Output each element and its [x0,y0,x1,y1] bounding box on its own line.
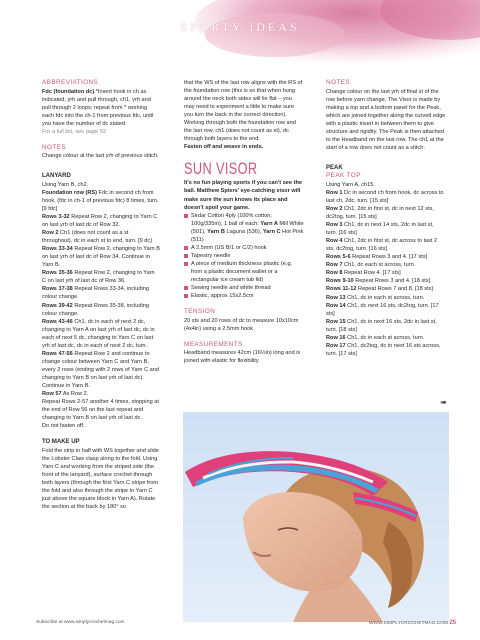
lanyard-continued-text: that the WS of the last row aligns with the RS of the foundation row (this is so that when hung around the neck both sides will lie flat – you may need to experiment a little to make sure you turn the back in the correct direction). Working through both the foundation row and the last row, ch1 (does not count as st), dc through both layers to the end. [184,80,303,143]
instruction-line: Row 3 Ch1, dc in next 14 sts, 2dc in last st, turn. [16 sts] [326,222,434,237]
column-right [326,79,446,358]
sun-visor-lead: It's no fun playing sports if you can't see the ball. Matthew Spiers' eye-catching visor will make sure the sun knows its place and doesn't spoil your game. [184,180,302,211]
notes-text-right: Change colour on the last yrh of final st of the row before yarn change. The Visor is made by making a top and a bottom panel for the Peak, which are joined together along the curved edge with a plastic insert in between them to give structure and rigidity. The Peak is then attached to the Headband on the last row. The ch1 at the start of a row does not count as a stitch. [326,88,446,151]
instruction-line: Row 2 Ch1, 2dc in first st, dc in next 12 sts, dc2tog, turn. [15 sts] [326,206,434,221]
make-up-text: Fold the strip in half with WS together and slide the Lobster Claw clasp along to the fold. Using Yarn C and working from the striped side (the front of the lanyard), surface crochet through both layers (through the first Yarn C stripe from the fold and also through the stripe in Yarn C just above the square block in Yarn A). Rotate the section at the back by 180° so [42,447,159,511]
abbreviations-heading: ABBREVIATIONS [42,79,99,86]
section-title: SPORTY IDEAS [180,20,300,34]
visor-photo [183,412,449,622]
instruction-line: Row 1 Dc in second ch from hook, dc across to last ch, 2dc, turn. [15 sts] [326,189,444,204]
make-up-heading: TO MAKE UP [42,439,80,446]
instruction-line: Do not fasten off. [42,423,85,430]
notes-heading-right: NOTES [326,79,351,86]
instruction-line: Row 8 Repeat Row 4. [17 sts] [326,270,401,277]
instruction-line: Repeat Rows 2-57 another 4 times, stopping at the end of Row 56 on the last repeat and changing to Yarn B on last yrh of last dc. [42,399,159,422]
footer-site: WWW.SIMPLYCROCHETMAG.COM [368,621,448,626]
instruction-line: Using Yarn A, ch15. [326,181,375,188]
instruction-line: Rows 5-6 Repeat Rows 3 and 4. [17 sts] [326,254,428,261]
instruction-line: Rows 33-34 Repeat Row 2, changing to Yarn B on last yrh of last dc of Row 34. Continue in Yarn B. [42,246,160,269]
instruction-line: Row 7 Ch1, dc each st across, turn. [326,262,416,269]
notes-heading: NOTES [42,143,67,151]
sun-visor-title: SUN VISOR [184,159,258,179]
list-item: A 2.5mm (US B/1 or C/2) hook [184,244,304,252]
instruction-line: Using Yarn B, ch2. [42,181,89,188]
instruction-line: Foundation row (RS) Fdc in second ch from hook, (fdc in ch-1 of previous fdc) 8 times, turn. [9 fdc] [42,189,159,212]
footer-subscribe: Subscribe at www.simplycrochetmag.com [36,620,125,625]
instruction-line: Rows 37-38 Repeat Rows 33-34, including colour change. [42,286,149,301]
fdc-label: Fdc (foundation dc) [42,88,95,95]
column-middle [184,79,304,365]
list-item: Elastic, approx 15x2.5cm [184,292,304,300]
continue-arrow-icon: ➠ [440,398,447,407]
instruction-line: Row 15 Ch1, dc in next 16 sts, 2dc in last st, turn. [18 sts] [326,318,437,333]
list-item: A piece of medium thickness plastic (e.g, from a plastic document wallet or a rectangular ice cream tub lid) [184,260,304,284]
watercolor-header-decoration [180,0,480,75]
peak-instructions [326,181,446,358]
measurements-heading: MEASUREMENTS [184,340,243,348]
footer-site-and-page [369,620,456,626]
instruction-line: Row 16 Ch1, dc in each st across, turn. [326,334,425,341]
fasten-off-text: Fasten off and weave in ends. [184,144,264,151]
notes-text: Change colour at the last yrh of previous stitch. [42,153,159,160]
instruction-line: Row 17 Ch1, dc2tog, dc in next 16 sts across, turn. [17 sts] [326,342,441,357]
peak-heading: PEAK [326,164,343,171]
instruction-line: Rows 3-32 Repeat Row 2, changing to Yarn C on last yrh of last dc of Row 32. [42,214,158,229]
instruction-line: Rows 39-42 Repeat Rows 35-38, including colour change. [42,302,149,317]
page-number: 25 [449,620,456,626]
materials-list [184,212,304,301]
instruction-line: Rows 9-10 Repeat Rows 3 and 4. [18 sts] [326,278,431,285]
lanyard-instructions [42,181,160,430]
instruction-line: Rows 43-46 Ch1, dc in each of next 2 dc, changing to Yarn A on last yrh of last dc, dc in each of next 5 dc, changing to Yarn C on last yrh of last dc, dc in each of next 2 dc, turn. [42,318,155,349]
instruction-line: Row 57 As Row 2. [42,391,89,398]
list-item: Sirdar Cotton 4ply (100% cotton, 100g/335m), 1 ball of each: Yarn A Mill White (501), Yarn B Laguna (536), Yarn C Hot Pink (511) [184,212,304,244]
full-list-note: For a full list, see page 92 [42,128,107,135]
measurements-text: Headband measures 42cm (16½in) long and is joined with elastic for flexibility [184,350,301,365]
instruction-line: Rows 35-36 Repeat Row 2, changing to Yarn C on last yrh of last dc of Row 36. [42,270,155,285]
lanyard-heading: LANYARD [42,173,71,180]
peak-top-heading: PEAK TOP [326,172,361,180]
instruction-line: Row 2 Ch1 (does not count as a st throughout), dc in each st to end, turn. [9 dc] [42,230,152,245]
instruction-line: Row 14 Ch1, dc next 16 sts, dc2tog, turn. [17 sts] [326,302,439,317]
tension-heading: TENSION [184,308,216,316]
list-item: Tapestry needle [184,252,304,260]
tension-text: 20 sts and 20 rows of dc to measure 10x10cm (4x4in) using a 2.5mm hook [184,317,299,332]
woman-wearing-visor-image [183,412,449,622]
instruction-line: Rows 47-56 Repeat Row 2 and continue to change colour between Yarn C and Yarn B, every 2 rows (ending with 2 rows of Yarn C and changing to Yarn B on last yrh of last dc). Continue in Yarn B. [42,350,160,389]
instruction-line: Rows 11-12 Repeat Rows 7 and 8. [18 sts] [326,286,433,293]
fdc-definition [42,88,160,128]
fdc-text: *Insert hook in ch as indicated, yrh and pull through, ch1, yrh and pull through 2 loops; repeat from * working each fdc into the ch-1 from previous fdc, until you have the number of dc stated [42,88,154,127]
instruction-line: Row 13 Ch1, dc in each st across, turn. [326,294,425,301]
column-left [42,79,160,511]
instruction-line: Row 4 Ch1, 2dc in first st, dc across to last 2 sts, dc2tog, turn. [16 sts] [326,238,437,253]
list-item: Sewing needle and white thread [184,284,304,292]
